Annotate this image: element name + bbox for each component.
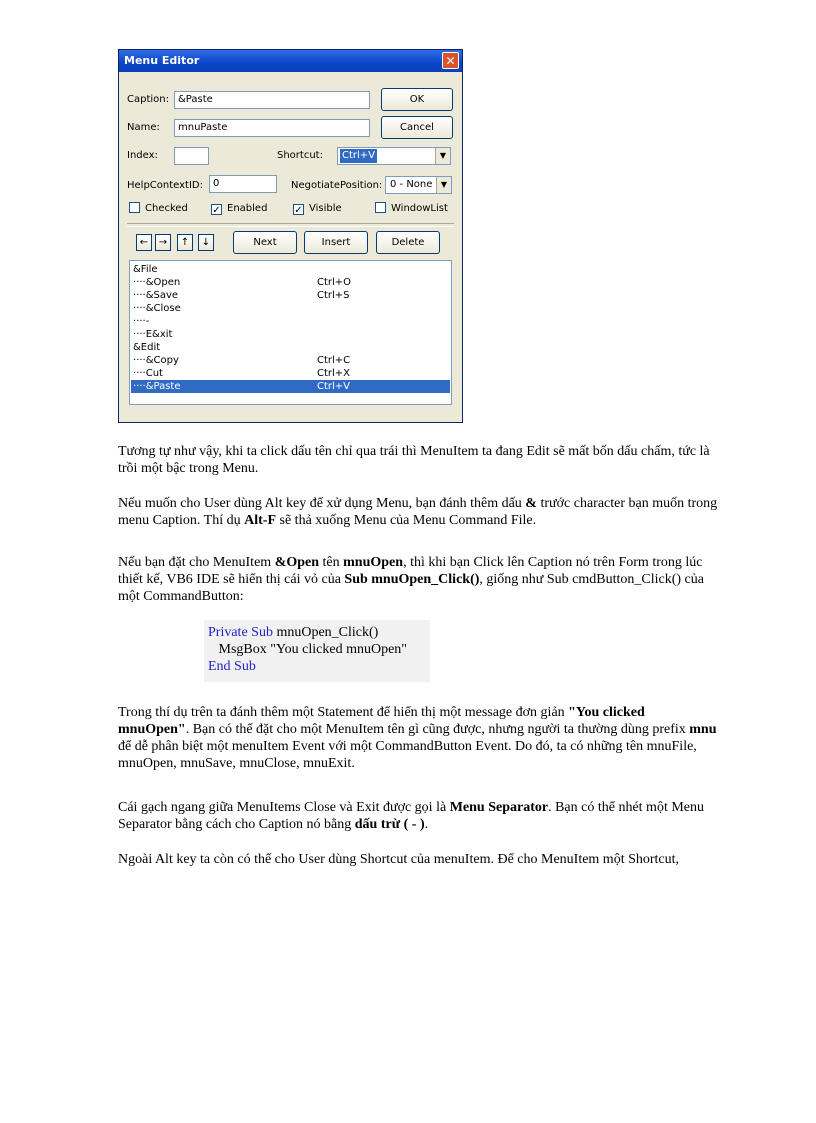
arrow-left-icon[interactable]: ← xyxy=(136,234,152,251)
negotiateposition-select[interactable] xyxy=(385,176,452,194)
menu-items-list[interactable] xyxy=(129,260,452,405)
divider xyxy=(127,223,454,227)
paragraph-4: Trong thí dụ trên ta đánh thêm một Statement để hiển thị một message đơn giản "You clicked mnuOpen". Bạn có thể đặt cho một MenuItem tên gì cũng được, nhưng người ta thường dùng prefix mnu để dễ phân biệt một menuItem Event với một CommandButton Event. Do đó, ta có những tên mnuFile, mnuOpen, mnuSave, mnuClose, mnuExit. xyxy=(118,705,717,771)
name-label: Name: xyxy=(127,122,160,133)
checkmark-icon[interactable]: ✓ xyxy=(294,205,303,216)
delete-button[interactable]: Delete xyxy=(376,231,440,254)
enabled-checkbox[interactable] xyxy=(211,202,267,216)
close-button[interactable]: ✕ xyxy=(442,52,459,69)
helpcontextid-label: HelpContextID: xyxy=(127,180,203,191)
windowlist-checkbox[interactable] xyxy=(375,202,448,216)
code-line: MsgBox "You clicked mnuOpen" xyxy=(208,642,408,657)
list-item[interactable]: ····Cut Ctrl+X xyxy=(133,368,351,379)
paragraph-1: Tương tự như vậy, khi ta click dấu tên chỉ qua trái thì MenuItem ta đang Edit sẽ mất bốn dấu chấm, tức là trồi một bậc trong Menu. xyxy=(118,444,710,476)
paragraph-6: Ngoài Alt key ta còn có thể cho User dùng Shortcut của menuItem. Để cho MenuItem một Shortcut, xyxy=(118,852,680,867)
caption-label: Caption: xyxy=(127,94,169,105)
chevron-down-icon[interactable]: ▼ xyxy=(435,148,450,164)
list-item[interactable]: ····E&xit xyxy=(133,329,173,340)
shortcut-value: Ctrl+V xyxy=(342,150,376,161)
caption-input[interactable]: &Paste xyxy=(174,91,370,109)
checked-checkbox[interactable] xyxy=(129,202,188,216)
checkbox-box[interactable] xyxy=(375,202,386,213)
name-input[interactable]: mnuPaste xyxy=(174,119,370,137)
checkbox-label: Enabled xyxy=(227,203,268,214)
shortcut-label: Shortcut: xyxy=(277,150,323,161)
menu-editor-dialog xyxy=(118,49,463,423)
index-input[interactable] xyxy=(174,147,209,165)
checkbox-label: Checked xyxy=(145,203,188,214)
index-label: Index: xyxy=(127,150,158,161)
negotiateposition-label: NegotiatePosition: xyxy=(291,180,383,191)
code-block xyxy=(204,620,430,682)
checkbox-box[interactable] xyxy=(129,202,140,213)
paragraph-3: Nếu bạn đặt cho MenuItem &Open tên mnuOpen, thì khi bạn Click lên Caption nó trên Form trong lúc thiết kế, VB6 IDE sẽ hiển thị cái vỏ của Sub mnuOpen_Click(), giống như Sub cmdButton_Click() của một CommandButton: xyxy=(118,555,704,604)
list-item[interactable]: ····&Save Ctrl+S xyxy=(133,290,350,301)
title-bar[interactable] xyxy=(119,50,462,72)
code-line: Private Sub mnuOpen_Click() xyxy=(208,625,379,640)
arrow-down-icon[interactable]: ↓ xyxy=(198,234,214,251)
insert-button[interactable]: Insert xyxy=(304,231,368,254)
paragraph-2: Nếu muốn cho User dùng Alt key để xử dụng Menu, bạn đánh thêm dấu & trước character bạn muốn trong menu Caption. Thí dụ Alt-F sẽ thả xuống Menu của Menu Command File. xyxy=(118,496,718,528)
code-line: End Sub xyxy=(208,659,256,674)
list-item[interactable]: &File xyxy=(133,264,158,275)
arrow-right-icon[interactable]: → xyxy=(155,234,171,251)
next-button[interactable]: Next xyxy=(233,231,297,254)
ok-button[interactable]: OK xyxy=(381,88,453,111)
list-item[interactable]: &Edit xyxy=(133,342,161,353)
checkbox-label: WindowList xyxy=(391,203,448,214)
shortcut-select[interactable] xyxy=(337,147,451,165)
list-item[interactable]: ····&Close xyxy=(133,303,181,314)
list-item[interactable]: ····- xyxy=(133,316,150,327)
chevron-down-icon[interactable]: ▼ xyxy=(436,177,451,193)
negotiateposition-value: 0 - None xyxy=(390,179,433,190)
list-item-selected[interactable]: ····&Paste Ctrl+V xyxy=(131,380,450,393)
list-item[interactable]: ····&Copy Ctrl+C xyxy=(133,355,351,366)
arrow-up-icon[interactable]: ↑ xyxy=(177,234,193,251)
cancel-button[interactable]: Cancel xyxy=(381,116,453,139)
visible-checkbox[interactable] xyxy=(293,202,342,216)
dialog-title: Menu Editor xyxy=(124,54,200,67)
list-item[interactable]: ····&Open Ctrl+O xyxy=(133,277,352,288)
paragraph-5: Cái gạch ngang giữa MenuItems Close và Exit được gọi là Menu Separator. Bạn có thể nhét một Menu Separator bằng cách cho Caption nó bằng dấu trừ ( - ). xyxy=(118,800,704,832)
checkbox-label: Visible xyxy=(309,203,342,214)
helpcontextid-input[interactable]: 0 xyxy=(209,175,277,193)
checkmark-icon[interactable]: ✓ xyxy=(212,205,221,216)
